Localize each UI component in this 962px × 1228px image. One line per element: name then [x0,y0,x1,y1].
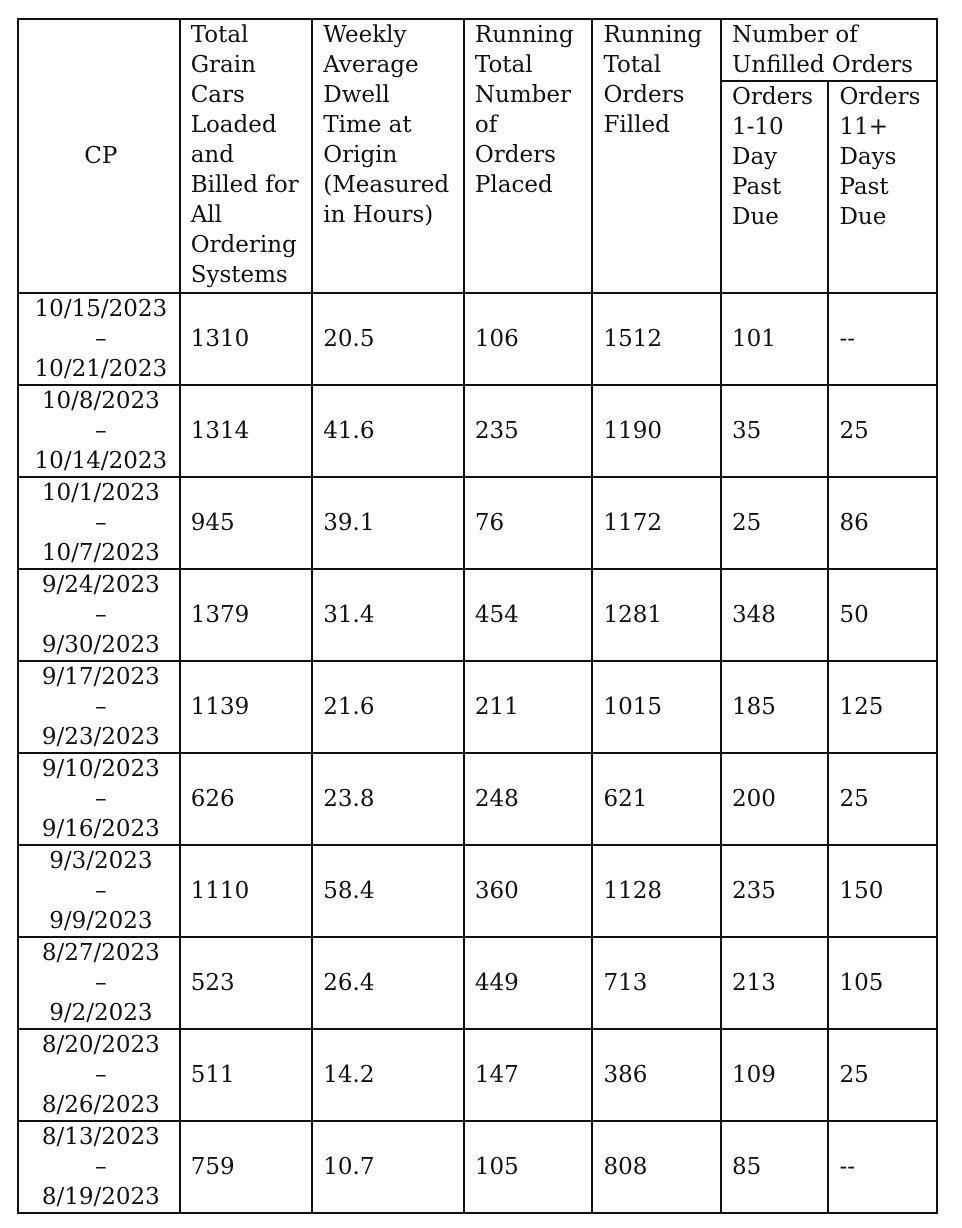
past-due-11-plus-cell: 50 [828,569,937,661]
header-unfilled-orders: Number of Unfilled Orders [721,19,937,81]
cars-loaded-cell: 759 [180,1121,313,1213]
period-separator: – [95,694,107,720]
cars-loaded-cell: 1110 [180,845,313,937]
period-cell [18,385,180,477]
past-due-1-10-cell: 101 [721,293,828,385]
period-cell [18,569,180,661]
period-end: 10/14/2023 [34,448,168,474]
period-separator: – [95,510,107,536]
cars-loaded-cell: 1314 [180,385,313,477]
cars-loaded-cell: 626 [180,753,313,845]
period-end: 9/2/2023 [49,1000,153,1026]
period-start: 9/3/2023 [49,848,153,874]
orders-placed-cell: 360 [464,845,593,937]
past-due-1-10-cell: 109 [721,1029,828,1121]
table-row [18,385,937,477]
period-end: 9/16/2023 [41,816,160,842]
past-due-11-plus-cell: 86 [828,477,937,569]
period-start: 10/15/2023 [34,296,168,322]
table-header [18,19,937,293]
past-due-1-10-cell: 348 [721,569,828,661]
past-due-1-10-cell: 35 [721,385,828,477]
orders-filled-cell: 1128 [592,845,721,937]
period-cell [18,661,180,753]
past-due-1-10-cell: 213 [721,937,828,1029]
period-start: 10/1/2023 [41,480,160,506]
past-due-11-plus-cell: 25 [828,753,937,845]
header-cp: CP [18,19,180,293]
period-separator: – [95,1062,107,1088]
orders-placed-cell: 76 [464,477,593,569]
orders-filled-cell: 1015 [592,661,721,753]
header-orders-filled: Running Total Orders Filled [592,19,721,293]
period-cell [18,293,180,385]
past-due-11-plus-cell: 25 [828,1029,937,1121]
period-start: 9/17/2023 [41,664,160,690]
past-due-11-plus-cell: 150 [828,845,937,937]
table-row [18,937,937,1029]
cars-loaded-cell: 1139 [180,661,313,753]
dwell-time-cell: 10.7 [312,1121,464,1213]
past-due-1-10-cell: 235 [721,845,828,937]
period-separator: – [95,602,107,628]
orders-filled-cell: 1190 [592,385,721,477]
dwell-time-cell: 23.8 [312,753,464,845]
period-cell [18,753,180,845]
dwell-time-cell: 14.2 [312,1029,464,1121]
table-row [18,753,937,845]
header-total-grain-cars: Total Grain Cars Loaded and Billed for All Ordering Systems [180,19,313,293]
period-end: 10/21/2023 [34,356,168,382]
period-separator: – [95,878,107,904]
past-due-11-plus-cell: 125 [828,661,937,753]
period-start: 8/13/2023 [41,1124,160,1150]
period-end: 9/9/2023 [49,908,153,934]
table-row [18,845,937,937]
period-separator: – [95,970,107,996]
period-start: 9/10/2023 [41,756,160,782]
cars-loaded-cell: 523 [180,937,313,1029]
past-due-11-plus-cell: 105 [828,937,937,1029]
header-dwell-time: Weekly Average Dwell Time at Origin (Measured in Hours) [312,19,464,293]
header-orders-placed: Running Total Number of Orders Placed [464,19,593,293]
period-cell [18,477,180,569]
past-due-11-plus-cell: -- [828,1121,937,1213]
table-row [18,1029,937,1121]
orders-filled-cell: 1512 [592,293,721,385]
orders-placed-cell: 211 [464,661,593,753]
period-separator: – [95,326,107,352]
dwell-time-cell: 21.6 [312,661,464,753]
period-start: 9/24/2023 [41,572,160,598]
table-row [18,293,937,385]
orders-placed-cell: 147 [464,1029,593,1121]
orders-placed-cell: 449 [464,937,593,1029]
header-row-top [18,19,937,81]
period-end: 8/26/2023 [41,1092,160,1118]
dwell-time-cell: 41.6 [312,385,464,477]
period-start: 8/27/2023 [41,940,160,966]
period-cell [18,845,180,937]
past-due-1-10-cell: 200 [721,753,828,845]
orders-placed-cell: 105 [464,1121,593,1213]
orders-placed-cell: 106 [464,293,593,385]
orders-placed-cell: 235 [464,385,593,477]
dwell-time-cell: 20.5 [312,293,464,385]
past-due-1-10-cell: 85 [721,1121,828,1213]
period-separator: – [95,1154,107,1180]
orders-filled-cell: 1172 [592,477,721,569]
dwell-time-cell: 58.4 [312,845,464,937]
dwell-time-cell: 39.1 [312,477,464,569]
header-past-due-11-plus: Orders 11+ Days Past Due [828,81,937,293]
dwell-time-cell: 26.4 [312,937,464,1029]
period-end: 9/30/2023 [41,632,160,658]
orders-filled-cell: 386 [592,1029,721,1121]
table-row [18,1121,937,1213]
cars-loaded-cell: 511 [180,1029,313,1121]
period-cell [18,937,180,1029]
period-start: 8/20/2023 [41,1032,160,1058]
cars-loaded-cell: 1310 [180,293,313,385]
period-end: 8/19/2023 [41,1184,160,1210]
header-past-due-1-10: Orders 1-10 Day Past Due [721,81,828,293]
past-due-1-10-cell: 185 [721,661,828,753]
period-end: 10/7/2023 [41,540,160,566]
orders-filled-cell: 1281 [592,569,721,661]
cars-loaded-cell: 1379 [180,569,313,661]
table-row [18,661,937,753]
orders-placed-cell: 454 [464,569,593,661]
period-separator: – [95,786,107,812]
orders-filled-cell: 808 [592,1121,721,1213]
grain-orders-table [17,18,938,1214]
period-start: 10/8/2023 [41,388,160,414]
period-end: 9/23/2023 [41,724,160,750]
period-separator: – [95,418,107,444]
orders-filled-cell: 621 [592,753,721,845]
past-due-11-plus-cell: -- [828,293,937,385]
dwell-time-cell: 31.4 [312,569,464,661]
cars-loaded-cell: 945 [180,477,313,569]
past-due-1-10-cell: 25 [721,477,828,569]
past-due-11-plus-cell: 25 [828,385,937,477]
period-cell [18,1029,180,1121]
table-body [18,293,937,1213]
orders-placed-cell: 248 [464,753,593,845]
orders-filled-cell: 713 [592,937,721,1029]
table-row [18,477,937,569]
table-row [18,569,937,661]
period-cell [18,1121,180,1213]
